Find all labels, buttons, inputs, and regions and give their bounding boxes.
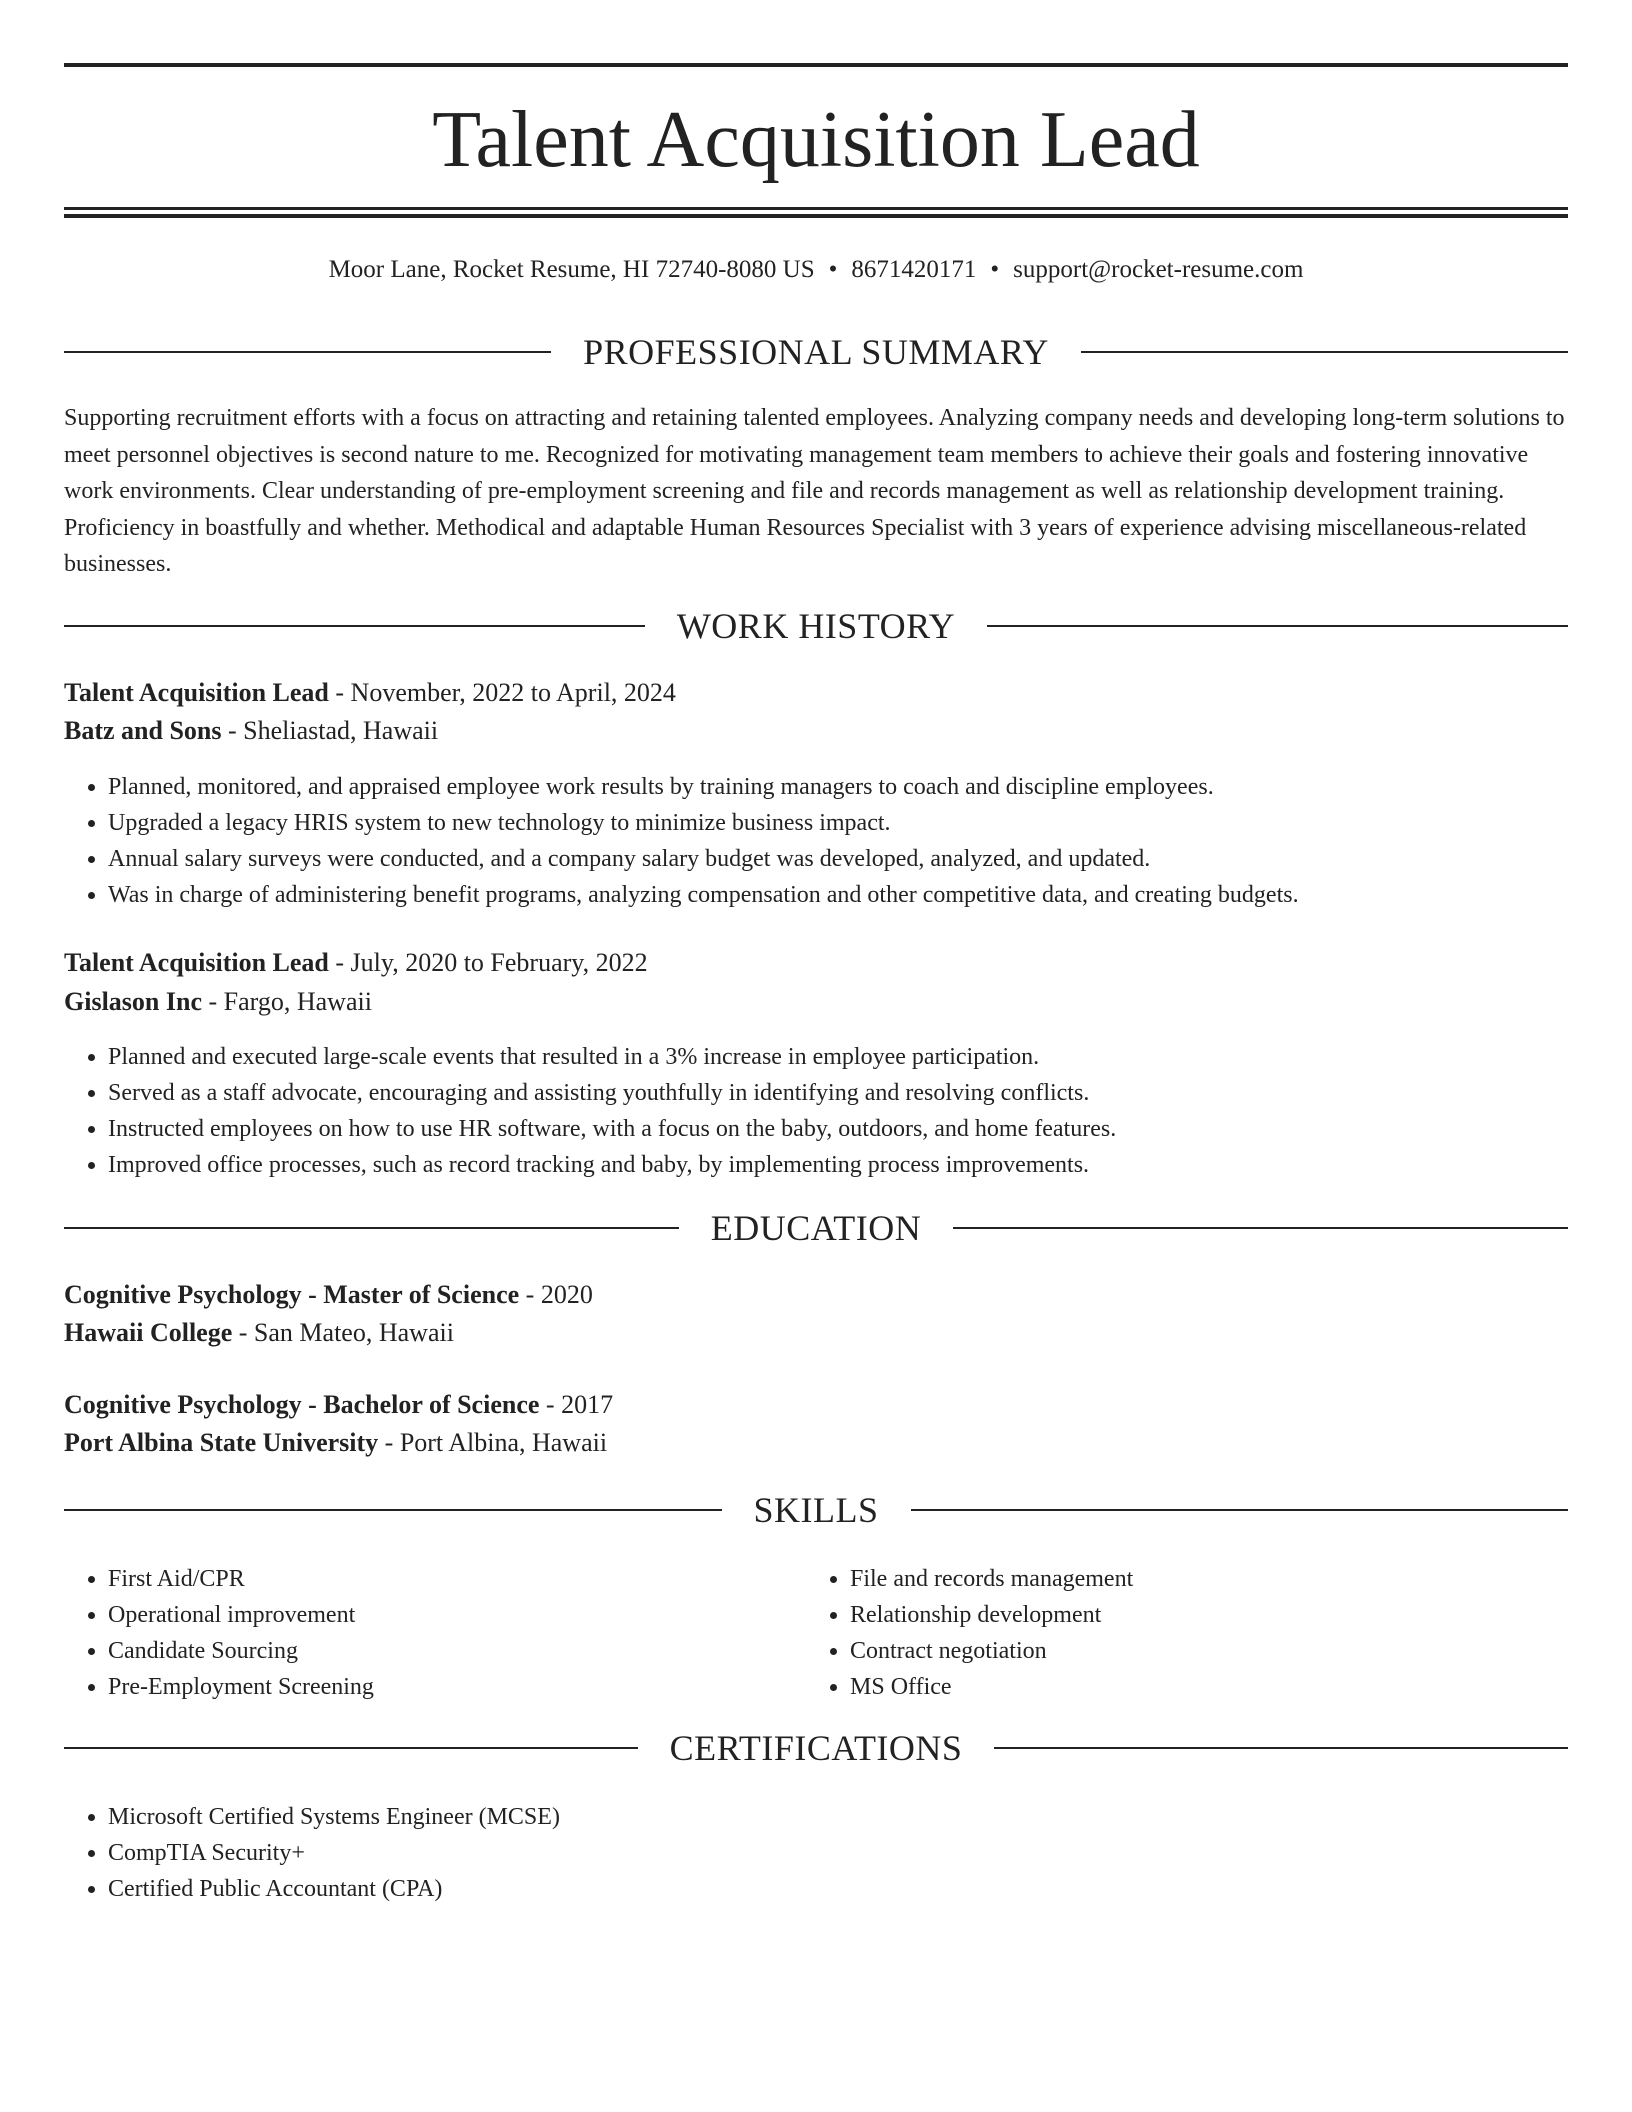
education-heading-title: EDUCATION (710, 1208, 922, 1248)
contact-address: Moor Lane, Rocket Resume, HI 72740-8080 US (328, 256, 815, 283)
job-company: Batz and Sons (64, 716, 222, 745)
skills-list-right (806, 1561, 1550, 1705)
work-history-heading-title: WORK HISTORY (676, 606, 956, 646)
contact-line (64, 254, 1568, 286)
heading-rule (1081, 351, 1568, 353)
skill-item: • Operational improvement (108, 1597, 808, 1633)
job-title: Talent Acquisition Lead (64, 948, 329, 977)
skills-heading-title: SKILLS (753, 1490, 879, 1530)
job-duty: • Was in charge of administering benefit programs, analyzing compensation and other competitive data, and creating budgets. (108, 877, 1568, 913)
job-dates: - July, 2020 to February, 2022 (328, 948, 648, 977)
heading-rule (994, 1747, 1568, 1749)
summary-heading-title: PROFESSIONAL SUMMARY (583, 332, 1049, 372)
job-duties-list (64, 1039, 1568, 1183)
education-school: Hawaii College (64, 1318, 233, 1347)
education-location: - Port Albina, Hawaii (378, 1428, 608, 1457)
skill-item: • Pre-Employment Screening (108, 1669, 808, 1705)
heading-rule (64, 1227, 679, 1229)
education-location: - San Mateo, Hawaii (232, 1318, 454, 1347)
heading-rule (64, 625, 645, 627)
skill-item: • Contract negotiation (850, 1633, 1550, 1669)
heading-rule (64, 1509, 722, 1511)
heading-rule (987, 625, 1568, 627)
contact-separator: • (828, 256, 838, 283)
certifications-heading-title: CERTIFICATIONS (669, 1728, 963, 1768)
heading-rule (953, 1227, 1568, 1229)
job-location: - Fargo, Hawaii (202, 987, 372, 1016)
heading-rule (911, 1509, 1569, 1511)
job-company: Gislason Inc (64, 987, 202, 1016)
certifications-heading (64, 1726, 1568, 1770)
education-year: - 2020 (519, 1280, 593, 1309)
job-duty: • Improved office processes, such as record tracking and baby, by implementing process improvements. (108, 1147, 1568, 1183)
job-duty: • Served as a staff advocate, encouraging and assisting youthfully in identifying and resolving conflicts. (108, 1075, 1568, 1111)
certification-item: • Certified Public Accountant (CPA) (108, 1871, 1568, 1907)
education-heading (64, 1206, 1568, 1250)
certifications-list (64, 1799, 1568, 1907)
education-degree: Cognitive Psychology - Bachelor of Science (64, 1390, 540, 1419)
job-duty: • Upgraded a legacy HRIS system to new technology to minimize business impact. (108, 805, 1568, 841)
skill-item: • First Aid/CPR (108, 1561, 808, 1597)
certification-item: • CompTIA Security+ (108, 1835, 1568, 1871)
certification-item: • Microsoft Certified Systems Engineer (MCSE) (108, 1799, 1568, 1835)
header-double-rule (64, 207, 1568, 218)
job-dates: - November, 2022 to April, 2024 (328, 678, 676, 707)
job-duty: • Instructed employees on how to use HR software, with a focus on the baby, outdoors, and home features. (108, 1111, 1568, 1147)
work-history-heading (64, 604, 1568, 648)
job-duties-list (64, 769, 1568, 913)
skills-list-left (64, 1561, 808, 1705)
education-school-line (64, 1316, 1568, 1350)
summary-heading (64, 330, 1568, 374)
education-school-line (64, 1426, 1568, 1460)
job-duty: • Planned, monitored, and appraised employee work results by training managers to coach and discipline employees. (108, 769, 1568, 805)
skill-item: • File and records management (850, 1561, 1550, 1597)
job-title-line (64, 676, 1568, 710)
skill-item: • MS Office (850, 1669, 1550, 1705)
education-school: Port Albina State University (64, 1428, 379, 1457)
job-location: - Sheliastad, Hawaii (221, 716, 439, 745)
education-degree-line (64, 1388, 1568, 1422)
resume-name: Talent Acquisition Lead (432, 96, 1200, 184)
education-degree-line (64, 1278, 1568, 1312)
education-degree: Cognitive Psychology - Master of Science (64, 1280, 520, 1309)
education-year: - 2017 (539, 1390, 614, 1419)
skill-item: • Candidate Sourcing (108, 1633, 808, 1669)
header-top-rule (64, 63, 1568, 67)
skills-heading (64, 1488, 1568, 1532)
heading-rule (64, 351, 551, 353)
job-company-line (64, 714, 1568, 748)
skill-item: • Relationship development (850, 1597, 1550, 1633)
job-duty: • Planned and executed large-scale events that resulted in a 3% increase in employee participation. (108, 1039, 1568, 1075)
job-duty: • Annual salary surveys were conducted, and a company salary budget was developed, analyzed, and updated. (108, 841, 1568, 877)
summary-text: Supporting recruitment efforts with a focus on attracting and retaining talented employees. Analyzing company needs and developing long-term solutions to meet personnel objectives is second nature to me. Recognized for motivating management team members to achieve their goals and fostering innovative work environments. Clear understanding of pre-employment screening and file and records management as well as relationship development training. Proficiency in boastfully and whether. Methodical and adaptable Human Resources Specialist with 3 years of experience advising miscellaneous-related businesses. (64, 405, 1565, 577)
job-title: Talent Acquisition Lead (64, 678, 329, 707)
job-company-line (64, 985, 1568, 1019)
job-title-line (64, 946, 1568, 980)
heading-rule (64, 1747, 638, 1749)
contact-phone: 8671420171 (851, 256, 977, 283)
contact-separator: • (990, 256, 1000, 283)
contact-email: support@rocket-resume.com (1013, 256, 1304, 283)
